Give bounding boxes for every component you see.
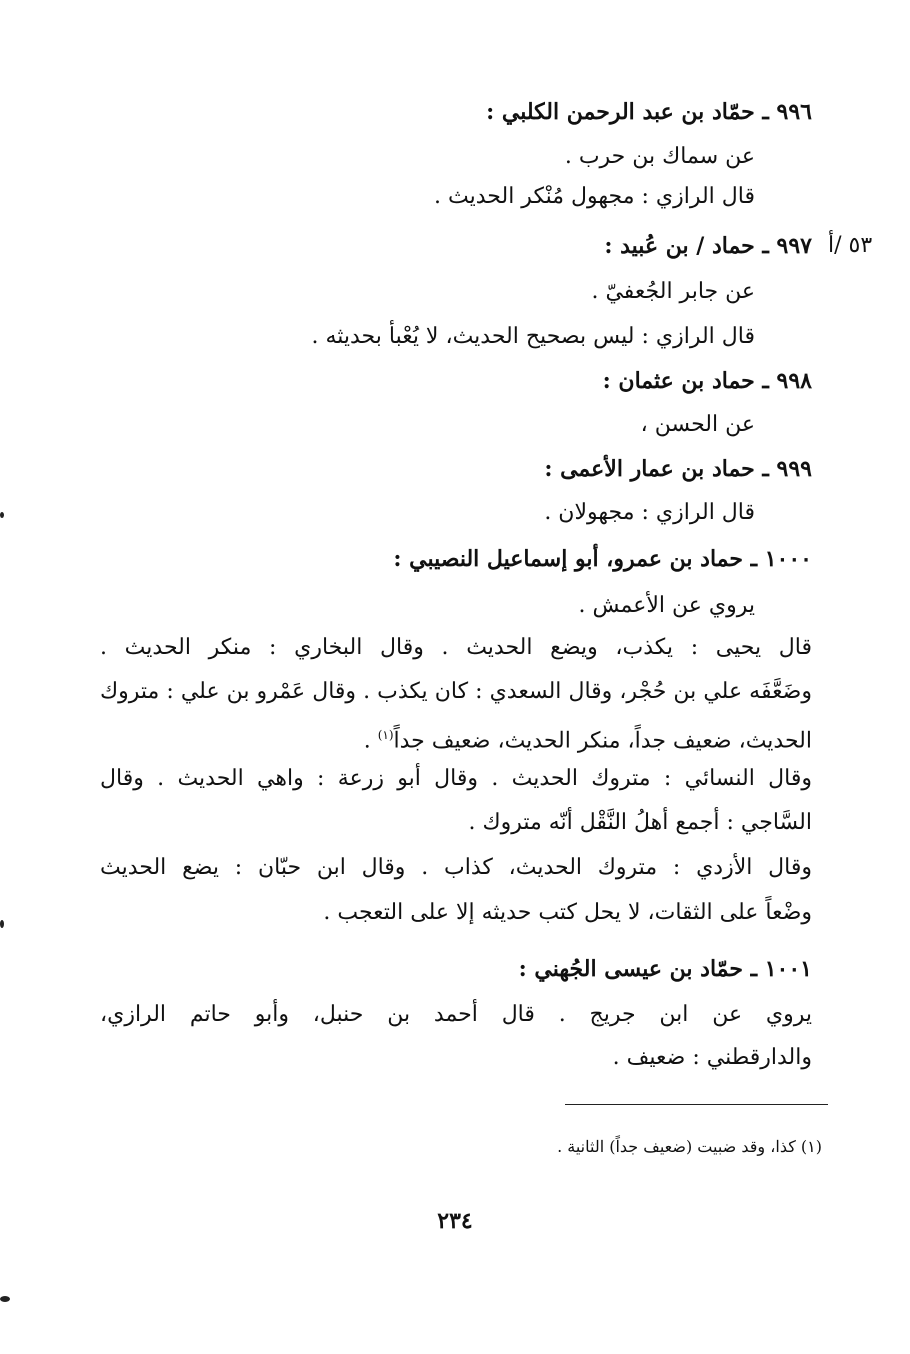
entry-1000-para-2-line-1: وقال النسائي : متروك الحديث . وقال أبو زرعة : واهي الحديث . وقال — [100, 766, 812, 791]
entry-996-line-1: عن سماك بن حرب . — [564, 144, 755, 169]
entry-1000-para-2-line-2: السَّاجي : أجمع أهلُ النَّقْل أنّه متروك . — [468, 810, 812, 835]
entry-997-line-1: عن جابر الجُعفيّ . — [591, 279, 755, 304]
entry-996-line-2: قال الرازي : مجهول مُنْكر الحديث . — [434, 184, 755, 209]
scan-speck — [0, 920, 4, 928]
margin-folio-note: ٥٣ /أ — [828, 233, 873, 258]
page-number: ٢٣٤ — [437, 1208, 473, 1234]
entry-1000-para-3-line-1: وقال الأزدي : متروك الحديث، كذاب . وقال ابن حبّان : يضع الحديث — [100, 855, 812, 880]
entry-996-heading: ٩٩٦ ـ حمّاد بن عبد الرحمن الكلبي : — [486, 99, 812, 125]
scan-speck — [0, 512, 4, 518]
footnote-1: (١) كذا، وقد ضبيت (ضعيف جداً) الثانية . — [557, 1137, 822, 1156]
entry-1000-para-1-line-3: الحديث، ضعيف جداً، منكر الحديث، ضعيف جداً$^{(١)}$ . — [363, 728, 812, 754]
entry-1000-line-1: يروي عن الأعمش . — [578, 593, 755, 618]
entry-997-line-2: قال الرازي : ليس بصحيح الحديث، لا يُعْبأ بحديثه . — [311, 324, 755, 349]
entry-998-heading: ٩٩٨ ـ حماد بن عثمان : — [602, 368, 812, 394]
entry-1000-para-1-line-1: قال يحيى : يكذب، ويضع الحديث . وقال البخاري : منكر الحديث . — [100, 635, 812, 660]
entry-1000-heading: ١٠٠٠ ـ حماد بن عمرو، أبو إسماعيل النصيبي : — [393, 546, 812, 572]
entry-997-heading: ٩٩٧ ـ حماد / بن عُبيد : — [604, 233, 812, 259]
entry-1001-para-1-line-2: والدارقطني : ضعيف . — [612, 1045, 812, 1070]
entry-1001-heading: ١٠٠١ ـ حمّاد بن عيسى الجُهني : — [518, 956, 812, 982]
entry-998-line-1: عن الحسن ، — [640, 412, 755, 437]
footnote-separator — [565, 1104, 828, 1105]
entry-1000-para-3-line-2: وضْعاً على الثقات، لا يحل كتب حديثه إلا على التعجب . — [323, 900, 812, 925]
scan-speck — [0, 1296, 10, 1302]
entry-1000-para-1-line-2: وضَعَّفَه علي بن حُجْر، وقال السعدي : كان يكذب . وقال عَمْرو بن علي : متروك — [100, 679, 812, 704]
footnote-ref-1: (١) — [377, 728, 394, 742]
entry-999-heading: ٩٩٩ ـ حماد بن عمار الأعمى : — [544, 456, 812, 482]
entry-1001-para-1-line-1: يروي عن ابن جريج . قال أحمد بن حنبل، وأبو حاتم الرازي، — [100, 1002, 812, 1027]
entry-999-line-1: قال الرازي : مجهولان . — [544, 500, 755, 525]
